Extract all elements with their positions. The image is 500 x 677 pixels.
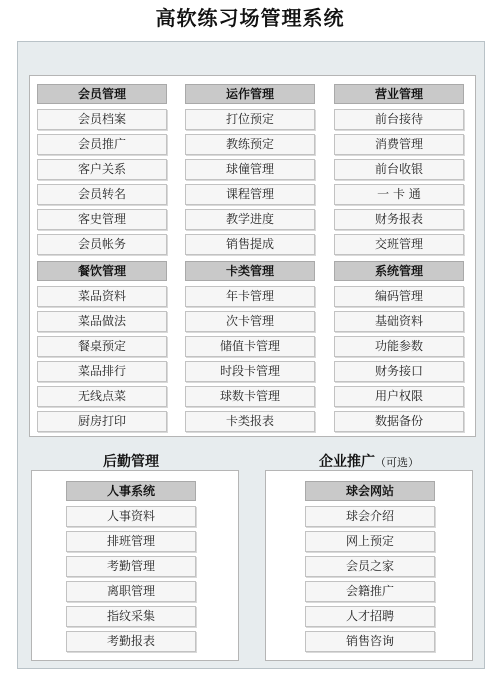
module-button[interactable]: 时段卡管理: [185, 361, 315, 382]
section-button[interactable]: 销售咨询: [305, 631, 435, 652]
module-button[interactable]: 会员转名: [37, 184, 167, 205]
section-title-text: 企业推广: [319, 454, 375, 470]
group-header: 卡类管理: [185, 261, 315, 281]
section-button[interactable]: 会籍推广: [305, 581, 435, 602]
section-button[interactable]: 指纹采集: [66, 606, 196, 627]
section-button[interactable]: 人事资料: [66, 506, 196, 527]
module-button[interactable]: 打位预定: [185, 109, 315, 130]
module-button[interactable]: 消费管理: [334, 134, 464, 155]
section-button[interactable]: 人才招聘: [305, 606, 435, 627]
group-header: 运作管理: [185, 84, 315, 104]
module-button[interactable]: 球数卡管理: [185, 386, 315, 407]
module-button[interactable]: 年卡管理: [185, 286, 315, 307]
section-button[interactable]: 排班管理: [66, 531, 196, 552]
section-title-note: （可选）: [375, 456, 419, 469]
module-button[interactable]: 厨房打印: [37, 411, 167, 432]
module-button[interactable]: 一 卡 通: [334, 184, 464, 205]
module-button[interactable]: 财务接口: [334, 361, 464, 382]
module-button[interactable]: 会员档案: [37, 109, 167, 130]
section-header: 球会网站: [305, 481, 435, 501]
module-button[interactable]: 菜品资料: [37, 286, 167, 307]
module-button[interactable]: 编码管理: [334, 286, 464, 307]
module-button[interactable]: 菜品排行: [37, 361, 167, 382]
module-button[interactable]: 课程管理: [185, 184, 315, 205]
module-button[interactable]: 交班管理: [334, 234, 464, 255]
module-button[interactable]: 次卡管理: [185, 311, 315, 332]
section-title-text: 后勤管理: [103, 454, 159, 470]
module-button[interactable]: 前台收银: [334, 159, 464, 180]
group-header: 营业管理: [334, 84, 464, 104]
module-button[interactable]: 菜品做法: [37, 311, 167, 332]
group-header: 系统管理: [334, 261, 464, 281]
module-button[interactable]: 卡类报表: [185, 411, 315, 432]
section-title-logistics: [103, 451, 159, 471]
section-title-promotion: [319, 451, 419, 471]
section-button[interactable]: 离职管理: [66, 581, 196, 602]
module-button[interactable]: 用户权限: [334, 386, 464, 407]
module-button[interactable]: 功能参数: [334, 336, 464, 357]
module-button[interactable]: 储值卡管理: [185, 336, 315, 357]
module-button[interactable]: 数据备份: [334, 411, 464, 432]
module-button[interactable]: 会员帐务: [37, 234, 167, 255]
group-header: 餐饮管理: [37, 261, 167, 281]
module-button[interactable]: 教学进度: [185, 209, 315, 230]
module-button[interactable]: 教练预定: [185, 134, 315, 155]
section-button[interactable]: 考勤管理: [66, 556, 196, 577]
section-button[interactable]: 会员之家: [305, 556, 435, 577]
module-button[interactable]: 餐桌预定: [37, 336, 167, 357]
module-button[interactable]: 客史管理: [37, 209, 167, 230]
group-header: 会员管理: [37, 84, 167, 104]
module-button[interactable]: 基础资料: [334, 311, 464, 332]
module-button[interactable]: 财务报表: [334, 209, 464, 230]
module-button[interactable]: 客户关系: [37, 159, 167, 180]
section-button[interactable]: 考勤报表: [66, 631, 196, 652]
section-button[interactable]: 网上预定: [305, 531, 435, 552]
module-button[interactable]: 无线点菜: [37, 386, 167, 407]
module-button[interactable]: 会员推广: [37, 134, 167, 155]
section-button[interactable]: 球会介绍: [305, 506, 435, 527]
module-button[interactable]: 前台接待: [334, 109, 464, 130]
section-header: 人事系统: [66, 481, 196, 501]
page-title: 高软练习场管理系统: [155, 6, 345, 30]
module-button[interactable]: 球僮管理: [185, 159, 315, 180]
module-button[interactable]: 销售提成: [185, 234, 315, 255]
